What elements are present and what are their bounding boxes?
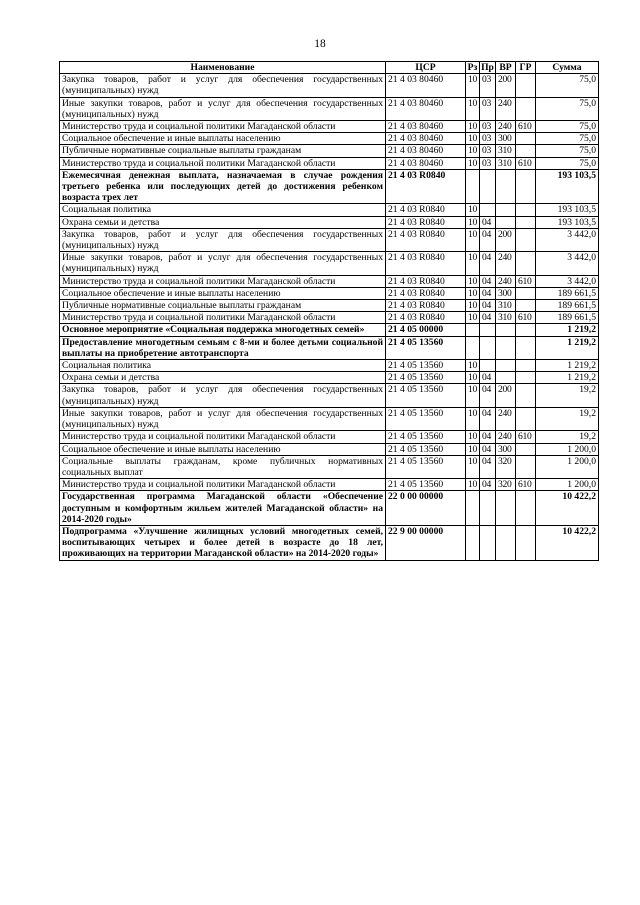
vr-cell	[496, 360, 516, 372]
header-vr: ВР	[496, 62, 516, 74]
sum-cell: 19,2	[536, 431, 599, 443]
table-row	[60, 443, 599, 455]
vr-cell: 310	[496, 300, 516, 312]
rz-cell: 10	[466, 97, 480, 120]
pr-cell: 04	[480, 479, 496, 491]
sum-cell: 75,0	[536, 157, 599, 169]
rz-cell: 10	[466, 157, 480, 169]
sum-cell: 75,0	[536, 74, 599, 97]
pr-cell: 04	[480, 216, 496, 228]
rz-cell: 10	[466, 204, 480, 216]
gr-cell	[516, 372, 536, 384]
table-row	[60, 384, 599, 407]
header-rz: Рз	[466, 62, 480, 74]
pr-cell: 04	[480, 300, 496, 312]
table-row	[60, 479, 599, 491]
rz-cell: 10	[466, 455, 480, 478]
gr-cell	[516, 525, 536, 560]
gr-cell	[516, 300, 536, 312]
gr-cell	[516, 97, 536, 120]
pr-cell	[480, 324, 496, 336]
sum-cell: 1 219,2	[536, 360, 599, 372]
vr-cell: 200	[496, 384, 516, 407]
sum-cell: 189 661,5	[536, 287, 599, 299]
rz-cell	[466, 525, 480, 560]
csr-cell: 21 4 03 80460	[386, 157, 466, 169]
header-name: Наименование	[60, 62, 386, 74]
name-cell: Социальное обеспечение и иные выплаты населению	[60, 133, 386, 145]
name-cell: Министерство труда и социальной политики Магаданской области	[60, 157, 386, 169]
name-cell: Социальное обеспечение и иные выплаты населению	[60, 287, 386, 299]
rz-cell	[466, 491, 480, 526]
pr-cell: 04	[480, 275, 496, 287]
pr-cell: 04	[480, 384, 496, 407]
name-cell: Государственная программа Магаданской области «Обеспечение доступным и комфортным жильем жителей Магаданской области» на 2014-2020 годы»	[60, 491, 386, 526]
vr-cell: 310	[496, 312, 516, 324]
gr-cell	[516, 443, 536, 455]
gr-cell: 610	[516, 312, 536, 324]
name-cell: Министерство труда и социальной политики Магаданской области	[60, 275, 386, 287]
sum-cell: 75,0	[536, 121, 599, 133]
sum-cell: 75,0	[536, 97, 599, 120]
gr-cell: 610	[516, 275, 536, 287]
rz-cell: 10	[466, 372, 480, 384]
vr-cell: 240	[496, 252, 516, 275]
name-cell: Министерство труда и социальной политики Магаданской области	[60, 431, 386, 443]
name-cell: Закупка товаров, работ и услуг для обеспечения государственных (муниципальных) нужд	[60, 384, 386, 407]
name-cell: Подпрограмма «Улучшение жилищных условий многодетных семей, воспитывающих четырех и более детей в возрасте до 18 лет, проживающих на территории Магаданской области» на 2014-2020 годы»	[60, 525, 386, 560]
vr-cell	[496, 169, 516, 204]
rz-cell: 10	[466, 252, 480, 275]
table-row	[60, 407, 599, 430]
csr-cell: 21 4 03 R0840	[386, 312, 466, 324]
sum-cell: 75,0	[536, 133, 599, 145]
rz-cell: 10	[466, 287, 480, 299]
sum-cell: 1 200,0	[536, 479, 599, 491]
pr-cell: 04	[480, 312, 496, 324]
name-cell: Ежемесячная денежная выплата, назначаемая в случае рождения третьего ребенка или последующих детей до достижения ребенком возраста трех лет	[60, 169, 386, 204]
gr-cell	[516, 336, 536, 359]
table-row	[60, 97, 599, 120]
name-cell: Социальная политика	[60, 204, 386, 216]
table-row	[60, 525, 599, 560]
csr-cell: 21 4 03 R0840	[386, 300, 466, 312]
table-row	[60, 275, 599, 287]
table-row	[60, 455, 599, 478]
sum-cell: 189 661,5	[536, 300, 599, 312]
pr-cell: 04	[480, 228, 496, 251]
rz-cell: 10	[466, 216, 480, 228]
rz-cell: 10	[466, 228, 480, 251]
sum-cell: 1 219,2	[536, 324, 599, 336]
vr-cell: 240	[496, 431, 516, 443]
pr-cell: 04	[480, 287, 496, 299]
pr-cell: 04	[480, 407, 496, 430]
table-body	[60, 74, 599, 560]
table-row	[60, 300, 599, 312]
table-row	[60, 121, 599, 133]
name-cell: Закупка товаров, работ и услуг для обеспечения государственных (муниципальных) нужд	[60, 228, 386, 251]
vr-cell: 200	[496, 74, 516, 97]
name-cell: Охрана семьи и детства	[60, 372, 386, 384]
vr-cell: 240	[496, 121, 516, 133]
vr-cell: 310	[496, 145, 516, 157]
sum-cell: 193 103,5	[536, 169, 599, 204]
vr-cell	[496, 336, 516, 359]
csr-cell: 21 4 05 00000	[386, 324, 466, 336]
csr-cell: 21 4 03 R0840	[386, 287, 466, 299]
csr-cell: 21 4 05 13560	[386, 455, 466, 478]
csr-cell: 21 4 03 80460	[386, 74, 466, 97]
rz-cell: 10	[466, 407, 480, 430]
csr-cell: 21 4 05 13560	[386, 372, 466, 384]
csr-cell: 21 4 03 R0840	[386, 169, 466, 204]
csr-cell: 21 4 03 R0840	[386, 204, 466, 216]
gr-cell	[516, 324, 536, 336]
pr-cell	[480, 360, 496, 372]
rz-cell: 10	[466, 121, 480, 133]
gr-cell: 610	[516, 431, 536, 443]
csr-cell: 21 4 05 13560	[386, 443, 466, 455]
gr-cell	[516, 133, 536, 145]
gr-cell	[516, 74, 536, 97]
name-cell: Иные закупки товаров, работ и услуг для обеспечения государственных (муниципальных) нужд	[60, 407, 386, 430]
csr-cell: 21 4 05 13560	[386, 336, 466, 359]
csr-cell: 21 4 03 80460	[386, 121, 466, 133]
table-row	[60, 145, 599, 157]
name-cell: Предоставление многодетным семьям с 8-ми и более детьми социальной выплаты на приобретение автотранспорта	[60, 336, 386, 359]
name-cell: Социальные выплаты гражданам, кроме публичных нормативных социальных выплат	[60, 455, 386, 478]
sum-cell: 3 442,0	[536, 228, 599, 251]
table-row	[60, 372, 599, 384]
pr-cell: 03	[480, 133, 496, 145]
rz-cell: 10	[466, 384, 480, 407]
vr-cell: 300	[496, 443, 516, 455]
vr-cell: 240	[496, 275, 516, 287]
rz-cell: 10	[466, 431, 480, 443]
csr-cell: 21 4 05 13560	[386, 407, 466, 430]
name-cell: Иные закупки товаров, работ и услуг для обеспечения государственных (муниципальных) нужд	[60, 252, 386, 275]
table-row	[60, 252, 599, 275]
header-pr: Пр	[481, 62, 494, 73]
rz-cell	[466, 336, 480, 359]
gr-cell	[516, 228, 536, 251]
header-csr: ЦСР	[386, 62, 466, 74]
rz-cell: 10	[466, 275, 480, 287]
table-row	[60, 204, 599, 216]
rz-cell: 10	[466, 133, 480, 145]
sum-cell: 3 442,0	[536, 275, 599, 287]
pr-cell	[480, 491, 496, 526]
sum-cell: 193 103,5	[536, 216, 599, 228]
table-header-row	[60, 62, 599, 74]
gr-cell: 610	[516, 479, 536, 491]
table-row	[60, 74, 599, 97]
pr-cell: 04	[480, 252, 496, 275]
pr-cell: 04	[480, 443, 496, 455]
sum-cell: 3 442,0	[536, 252, 599, 275]
sum-cell: 1 200,0	[536, 455, 599, 478]
sum-cell: 193 103,5	[536, 204, 599, 216]
header-sum: Сумма	[536, 62, 599, 74]
gr-cell	[516, 384, 536, 407]
vr-cell: 300	[496, 133, 516, 145]
pr-cell	[480, 525, 496, 560]
vr-cell	[496, 324, 516, 336]
name-cell: Министерство труда и социальной политики Магаданской области	[60, 121, 386, 133]
rz-cell: 10	[466, 74, 480, 97]
name-cell: Публичные нормативные социальные выплаты гражданам	[60, 300, 386, 312]
name-cell: Основное мероприятие «Социальная поддержка многодетных семей»	[60, 324, 386, 336]
vr-cell	[496, 491, 516, 526]
pr-cell	[480, 336, 496, 359]
gr-cell: 610	[516, 121, 536, 133]
table-row	[60, 169, 599, 204]
table-row	[60, 324, 599, 336]
pr-cell: 04	[480, 431, 496, 443]
gr-cell: 610	[516, 157, 536, 169]
csr-cell: 22 9 00 00000	[386, 525, 466, 560]
gr-cell	[516, 169, 536, 204]
csr-cell: 21 4 03 R0840	[386, 275, 466, 287]
table-row	[60, 491, 599, 526]
pr-cell: 03	[480, 157, 496, 169]
rz-cell	[466, 324, 480, 336]
rz-cell	[466, 169, 480, 204]
pr-cell: 03	[480, 121, 496, 133]
pr-cell: 03	[480, 97, 496, 120]
name-cell: Министерство труда и социальной политики Магаданской области	[60, 479, 386, 491]
rz-cell: 10	[466, 479, 480, 491]
csr-cell: 21 4 05 13560	[386, 431, 466, 443]
vr-cell: 240	[496, 407, 516, 430]
sum-cell: 1 219,2	[536, 372, 599, 384]
table-row	[60, 312, 599, 324]
vr-cell: 320	[496, 479, 516, 491]
sum-cell: 75,0	[536, 145, 599, 157]
gr-cell	[516, 204, 536, 216]
rz-cell: 10	[466, 312, 480, 324]
page-number: 18	[314, 38, 326, 50]
rz-cell: 10	[466, 300, 480, 312]
gr-cell	[516, 145, 536, 157]
sum-cell: 1 219,2	[536, 336, 599, 359]
vr-cell: 240	[496, 97, 516, 120]
csr-cell: 21 4 05 13560	[386, 360, 466, 372]
gr-cell	[516, 252, 536, 275]
csr-cell: 21 4 03 80460	[386, 145, 466, 157]
gr-cell	[516, 455, 536, 478]
sum-cell: 1 200,0	[536, 443, 599, 455]
rz-cell: 10	[466, 145, 480, 157]
budget-table	[59, 61, 599, 561]
table-row	[60, 216, 599, 228]
pr-cell: 03	[480, 74, 496, 97]
table-row	[60, 287, 599, 299]
sum-cell: 19,2	[536, 407, 599, 430]
name-cell: Иные закупки товаров, работ и услуг для обеспечения государственных (муниципальных) нужд	[60, 97, 386, 120]
table-row	[60, 157, 599, 169]
table-row	[60, 133, 599, 145]
gr-cell	[516, 360, 536, 372]
sum-cell: 10 422,2	[536, 491, 599, 526]
vr-cell	[496, 525, 516, 560]
csr-cell: 21 4 03 80460	[386, 97, 466, 120]
csr-cell: 21 4 05 13560	[386, 479, 466, 491]
gr-cell	[516, 407, 536, 430]
pr-cell: 03	[480, 145, 496, 157]
sum-cell: 10 422,2	[536, 525, 599, 560]
name-cell: Охрана семьи и детства	[60, 216, 386, 228]
sum-cell: 19,2	[536, 384, 599, 407]
csr-cell: 21 4 03 R0840	[386, 252, 466, 275]
sum-cell: 189 661,5	[536, 312, 599, 324]
name-cell: Закупка товаров, работ и услуг для обеспечения государственных (муниципальных) нужд	[60, 74, 386, 97]
vr-cell: 200	[496, 228, 516, 251]
name-cell: Министерство труда и социальной политики Магаданской области	[60, 312, 386, 324]
csr-cell: 22 0 00 00000	[386, 491, 466, 526]
name-cell: Социальная политика	[60, 360, 386, 372]
pr-cell: 04	[480, 455, 496, 478]
vr-cell: 300	[496, 287, 516, 299]
pr-cell	[480, 204, 496, 216]
header-gr: ГР	[516, 62, 536, 74]
csr-cell: 21 4 03 R0840	[386, 216, 466, 228]
vr-cell	[496, 372, 516, 384]
table-row	[60, 228, 599, 251]
vr-cell	[496, 204, 516, 216]
gr-cell	[516, 491, 536, 526]
gr-cell	[516, 287, 536, 299]
vr-cell: 320	[496, 455, 516, 478]
gr-cell	[516, 216, 536, 228]
table-row	[60, 336, 599, 359]
pr-cell	[480, 169, 496, 204]
csr-cell: 21 4 05 13560	[386, 384, 466, 407]
table-row	[60, 360, 599, 372]
vr-cell: 310	[496, 157, 516, 169]
pr-cell: 04	[480, 372, 496, 384]
csr-cell: 21 4 03 80460	[386, 133, 466, 145]
name-cell: Публичные нормативные социальные выплаты гражданам	[60, 145, 386, 157]
csr-cell: 21 4 03 R0840	[386, 228, 466, 251]
rz-cell: 10	[466, 360, 480, 372]
name-cell: Социальное обеспечение и иные выплаты населению	[60, 443, 386, 455]
rz-cell: 10	[466, 443, 480, 455]
table-row	[60, 431, 599, 443]
vr-cell	[496, 216, 516, 228]
